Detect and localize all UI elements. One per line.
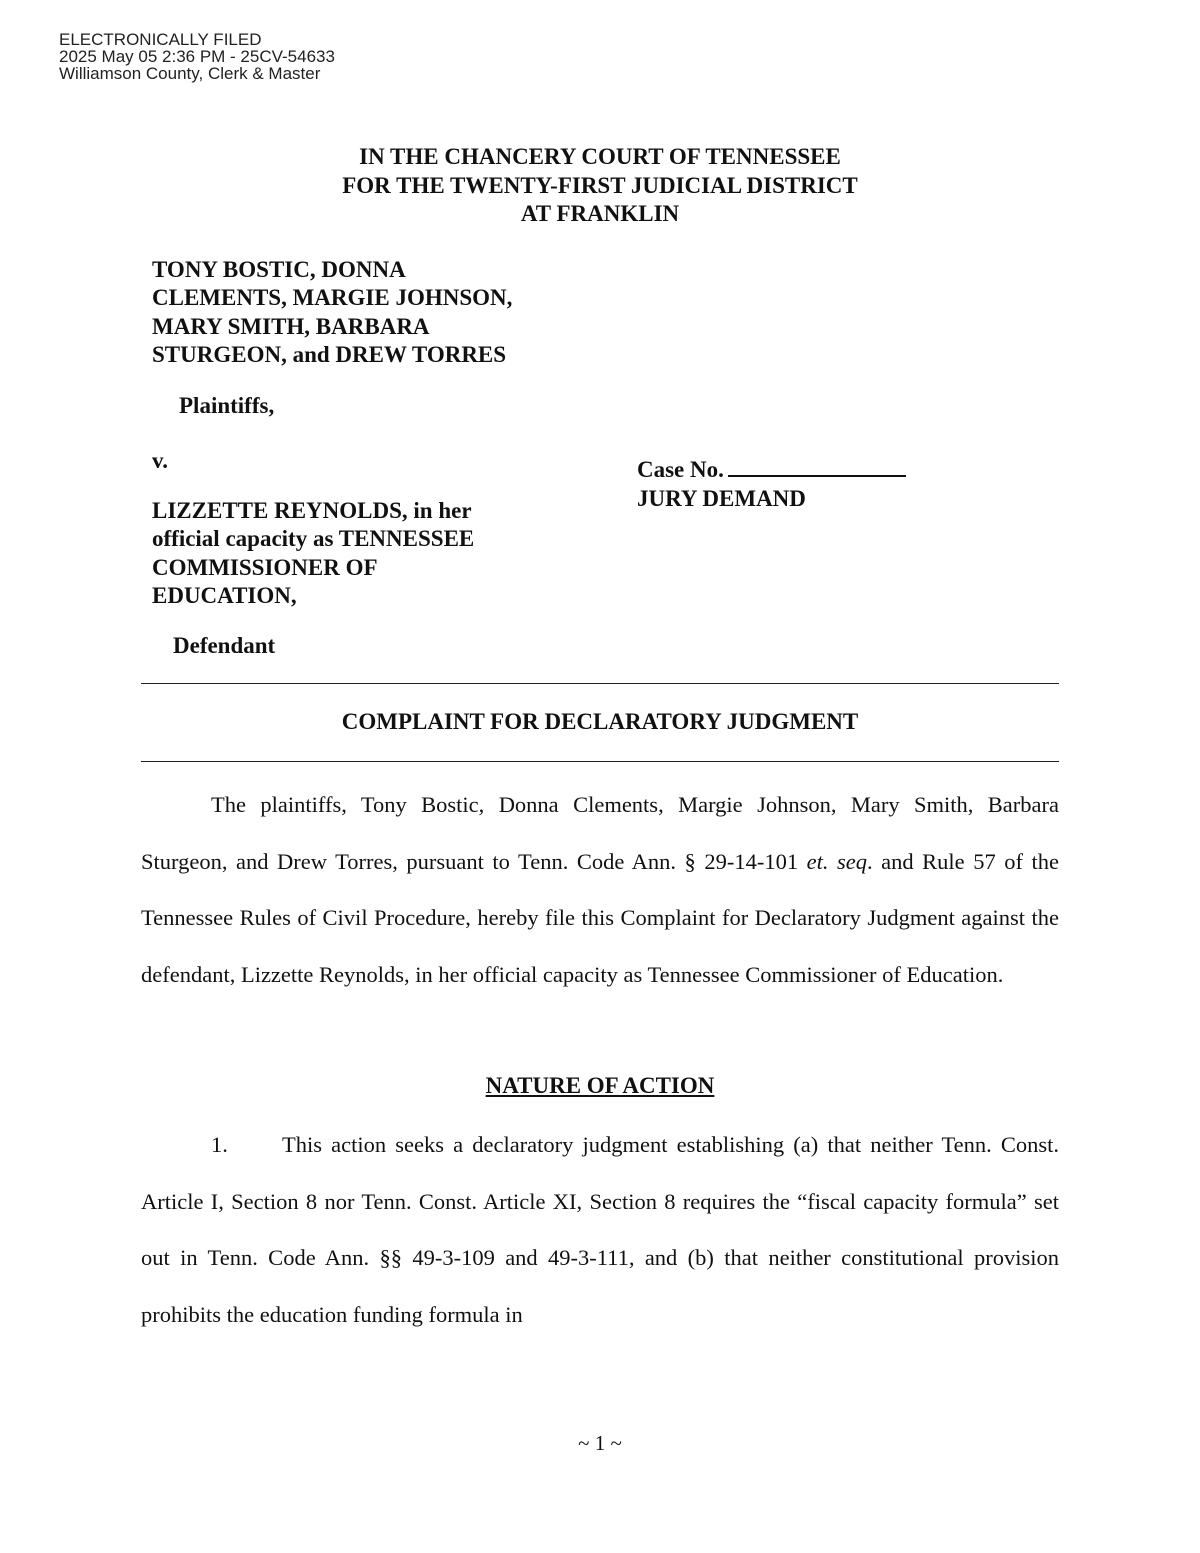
divider-bottom [141, 761, 1059, 762]
defendant-label: Defendant [173, 633, 276, 658]
plaintiffs-names [152, 256, 612, 369]
filing-stamp [59, 31, 335, 82]
paragraph-number: 1. [211, 1132, 228, 1157]
case-number-row [637, 455, 906, 484]
court-heading [0, 143, 1200, 229]
intro-paragraph [141, 777, 1059, 1003]
case-number-blank [728, 457, 906, 477]
intro-text: The plaintiffs, Tony Bostic, Donna Clements, Margie Johnson, Mary Smith, Barbara Sturgeon, and Drew Torres, pursuant to Tenn. Code Ann. § 29-14-101 [141, 792, 1059, 874]
defendant-line: LIZZETTE REYNOLDS, in her [152, 498, 472, 523]
filing-stamp-line: Williamson County, Clerk & Master [59, 64, 321, 83]
defendant-line: EDUCATION, [152, 582, 297, 608]
defendant-line: official capacity as TENNESSEE [152, 526, 475, 552]
plaintiffs-line: STURGEON, and DREW TORRES [152, 341, 507, 367]
intro-italic: et. seq [806, 848, 867, 874]
versus-label: v. [152, 448, 168, 473]
document-title: COMPLAINT FOR DECLARATORY JUDGMENT [341, 709, 859, 734]
plaintiffs-label: Plaintiffs, [179, 393, 275, 418]
case-number-label: Case No. [637, 457, 724, 482]
plaintiffs-line: TONY BOSTIC, DONNA [152, 257, 406, 282]
court-heading-line: IN THE CHANCERY COURT OF TENNESSEE [359, 144, 841, 169]
intro-text: . and Rule 57 of the Tennessee Rules of Civil Procedure, hereby file this Complaint for Declaratory Judgment against the defendant, Lizzette Reynolds, in her official capacity as Tennessee Commissioner of Education. [141, 848, 1059, 987]
paragraph-text: This action seeks a declaratory judgment establishing (a) that neither Tenn. Const. Article I, Section 8 nor Tenn. Const. Article XI, Section 8 requires the “fiscal capacity formula” set out in Tenn. Code Ann. §§ 49-3-109 and 49-3-111, and (b) that neither constitutional provision prohibits the education funding formula in [141, 1132, 1059, 1327]
court-heading-line: AT FRANKLIN [520, 201, 680, 226]
divider-top [141, 683, 1059, 684]
filing-stamp-line: 2025 May 05 2:36 PM - 25CV-54633 [59, 47, 335, 66]
defendant-line: COMMISSIONER OF [152, 554, 378, 580]
court-heading-line: FOR THE TWENTY-FIRST JUDICIAL DISTRICT [342, 172, 858, 198]
jury-demand: JURY DEMAND [637, 486, 806, 511]
section-heading: NATURE OF ACTION [485, 1073, 715, 1098]
plaintiffs-line: CLEMENTS, MARGIE JOHNSON, [152, 285, 513, 311]
defendant-names [152, 497, 582, 610]
plaintiffs-line: MARY SMITH, BARBARA [152, 313, 430, 339]
filing-stamp-line: ELECTRONICALLY FILED [59, 30, 262, 49]
paragraph-1 [141, 1117, 1059, 1343]
case-info [637, 455, 906, 513]
page-number: ~ 1 ~ [578, 1431, 622, 1455]
